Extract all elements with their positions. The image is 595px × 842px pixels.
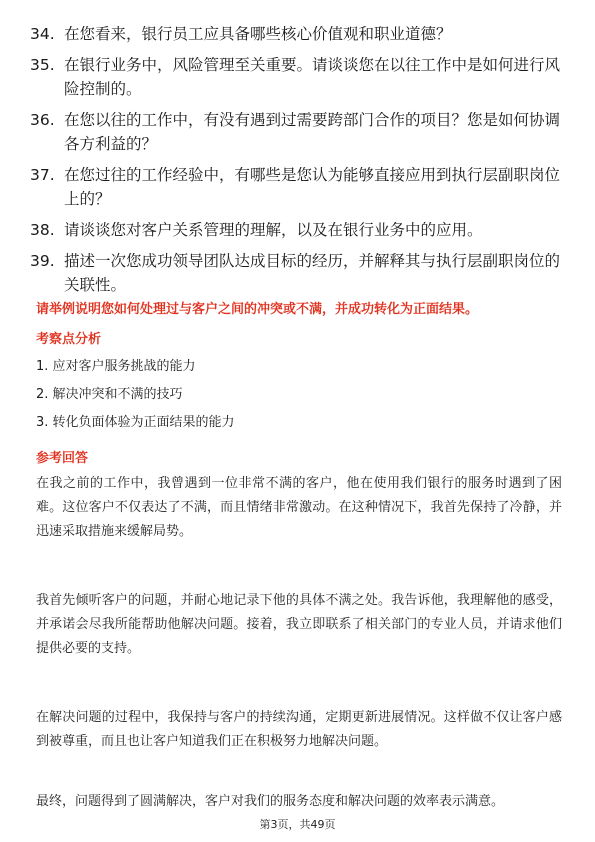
analysis-point: 3. 转化负面体验为正面结果的能力 [36, 415, 235, 430]
question-list [30, 22, 560, 304]
answer-paragraph: 我首先倾听客户的问题，并耐心地记录下他的具体不满之处。我告诉他，我理解他的感受，并承诺会尽我所能帮助他解决问题。接着，我立即联系了相关部门的专业人员，并请求他们提供必要的支持。 [36, 593, 562, 656]
question-number: 38. [30, 221, 55, 239]
answer-paragraph: 最终，问题得到了圆满解决，客户对我们的服务态度和解决问题的效率表示满意。 [36, 794, 505, 809]
question-item [30, 163, 560, 211]
question-text: 描述一次您成功领导团队达成目标的经历，并解释其与执行层副职岗位的关联性。 [64, 252, 561, 294]
question-text: 在您过往的工作经验中，有哪些是您认为能够直接应用到执行层副职岗位上的？ [64, 166, 561, 208]
analysis-point: 2. 解决冲突和不满的技巧 [36, 387, 183, 402]
question-title: 请举例说明您如何处理过与客户之间的冲突或不满，并成功转化为正面结果。 [36, 302, 479, 317]
question-text: 在银行业务中，风险管理至关重要。请谈谈您在以往工作中是如何进行风险控制的。 [64, 56, 561, 98]
question-item [30, 53, 560, 101]
page-number-footer: 第3页，共49页 [259, 818, 336, 831]
question-number: 36. [30, 111, 55, 129]
question-heading [36, 300, 562, 320]
analysis-section [36, 330, 562, 350]
answer-title: 参考回答 [36, 451, 89, 466]
analysis-point: 1. 应对客户服务挑战的能力 [36, 359, 196, 374]
question-item [30, 22, 560, 46]
question-item [30, 218, 560, 242]
question-text: 在您看来，银行员工应具备哪些核心价值观和职业道德？ [64, 25, 452, 43]
answer-paragraph: 在解决问题的过程中，我保持与客户的持续沟通，定期更新进展情况。这样做不仅让客户感到被尊重，而且也让客户知道我们正在积极努力地解决问题。 [36, 710, 562, 749]
question-number: 34. [30, 25, 55, 43]
answer-section [36, 449, 562, 469]
question-text: 在您以往的工作中，有没有遇到过需要跨部门合作的项目？您是如何协调各方利益的？ [64, 111, 561, 153]
answer-paragraph: 在我之前的工作中，我曾遇到一位非常不满的客户，他在使用我们银行的服务时遇到了困难。这位客户不仅表达了不满，而且情绪非常激动。在这种情况下，我首先保持了冷静，并迅速采取措施来缓解局势。 [36, 476, 562, 539]
analysis-title: 考察点分析 [36, 332, 102, 347]
question-number: 39. [30, 252, 55, 270]
question-number: 35. [30, 56, 55, 74]
question-item [30, 249, 560, 297]
question-number: 37. [30, 166, 55, 184]
question-text: 请谈谈您对客户关系管理的理解，以及在银行业务中的应用。 [64, 221, 483, 239]
question-item [30, 108, 560, 156]
